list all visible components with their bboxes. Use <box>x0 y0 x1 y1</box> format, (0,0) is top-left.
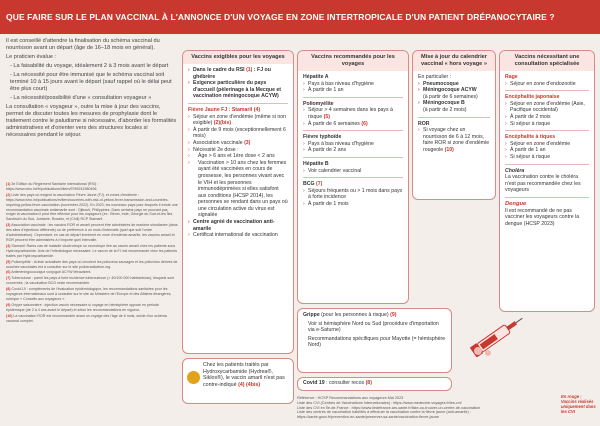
ref-number: (4) <box>253 106 261 113</box>
list-item: › Si séjour à risque <box>505 154 589 161</box>
list-item: › À partir de 2 mois <box>505 114 589 121</box>
ref-number: (10) <box>444 146 454 153</box>
footnote-text: Grippe saisonnière : injection vaccin nécessaire si voyage en hémisphère opposé en période épidémique (de 2 à 4 ans avant le départ) et selon les recommandations en vigueur. <box>6 302 160 312</box>
reference-line: Liste des CVI en Île-de-France : https://www.iledefrance.ars.sante.fr/liste-ou-trouver-un-centre-de-vaccination <box>297 405 481 410</box>
warning-text: Chez les patients traités par Hydroxycarbamide (Hydrea®, Siklos®), le vaccin amaril n'est pas contre-indiqué <box>203 362 285 388</box>
list-item <box>188 114 288 127</box>
footnote-number: (7) <box>6 276 11 281</box>
list-item: › Séjour en zone d'endémie (Asie, Pacifique occidental) <box>505 101 589 114</box>
section-title: Hépatite B <box>303 160 329 167</box>
footnote-text: 3e Édition du Règlement Sanitaire International (RSI) : https://www.who.int/fr/publications/i/item/9789241580496 <box>6 182 99 191</box>
card-body <box>183 64 293 242</box>
legend-note: En rouge : Vaccins réalisés uniquement dans les CVI <box>561 394 596 414</box>
item-text: (pour les personnes à risque) <box>319 312 389 318</box>
list-item: › À partir de 1 an <box>505 147 589 154</box>
divider <box>418 117 490 118</box>
list-item <box>303 121 403 128</box>
divider <box>303 97 403 98</box>
title-bar <box>0 0 600 34</box>
warning-box <box>182 358 294 404</box>
list-item: › Séjour en zone d'endémie <box>505 141 589 148</box>
ref-number: (2)(bis) <box>213 120 232 127</box>
list-item: › Certificat international de vaccination <box>188 232 288 239</box>
footnote-text: Covid-19 : compléments de l'évaluation épidémiologique, les recommandations sanitaires pour les voyageurs internationaux sont à consulter sur le site du Ministère de l'Europe et des Affaires étrangères, rubrique « Conseils aux voyageurs ». <box>6 287 172 301</box>
intro-line: En particulier : <box>418 74 452 80</box>
footnote <box>6 260 178 270</box>
intro-p1: Il est conseillé d'attendre la finalisation du schéma vaccinal du nourrisson avant un départ (âge de 16–18 mois en général). <box>6 38 160 51</box>
list-item <box>188 67 288 80</box>
footnote-text: Liste des pays où exigent la vaccination Fièvre Jaune (FJ), et zones d'endémie : https://www.who.int/publications/m/item/countries-with-risk-of-yellow-fever-transmission-and-countries-requiring-yellow-fever-vaccination-(november-2022). En 2023, les nouveaux pays pour lesquels il existe une recommandation vaccinale antiamarile sont : Djibouti, Philippines. Dans certains pays ne pouvant pas exiger la vaccination il peut être effectué pour les voyageurs (ex : Bénin, Inde, Géorgie du Sud-et-les Îles Sandwich du Sud, Jordanie, Rosario, et (Chili) RCP Stamaril. <box>6 192 178 222</box>
divider <box>188 103 288 104</box>
footnote-number: (4) <box>6 243 11 248</box>
divider <box>505 197 589 198</box>
card-header: Vaccins nécessitant une consultation spécialisée <box>500 51 594 71</box>
list-item: › À partir de 2 ans <box>303 147 403 154</box>
section-title: Encéphalite à tiques <box>505 134 556 141</box>
list-item: › Méningocoque B <box>418 100 490 107</box>
footnote <box>6 303 178 313</box>
item-sub: (à partir de 6 semaines) <box>423 93 478 100</box>
item-text: Covid 19 <box>303 380 325 386</box>
footnotes <box>6 182 178 324</box>
footnote-text: La vaccination ROR est recommandée avant un voyage dès l'âge de 6 mois, suivie d'un schéma vaccinal complet. <box>6 313 167 323</box>
intro-b2: - La nécessité pour être immunisé que le schéma vaccinal soit terminé 10 à 15 jours avant le départ (sauf rappel où le délai peut être plus court) <box>10 72 172 92</box>
footnote <box>6 287 178 302</box>
list-item: › À partir de 9 mois (exceptionnellement 6 mois) <box>188 127 288 140</box>
card-header: Vaccins recommandés pour les voyages <box>298 51 408 71</box>
ref-number: (5) <box>323 113 330 120</box>
item-text: La vaccination contre le choléra n'est pas recommandée chez les voyageurs <box>505 174 581 194</box>
footnote <box>6 314 178 324</box>
list-item: › Méningocoque ACYW <box>418 87 490 94</box>
footnote <box>6 276 178 286</box>
intro-b3: - La nécessité/possibilité d'une « consultation voyageur » <box>10 95 152 101</box>
list-item: Recommandations spécifiques pour Mayotte (= hémisphère Nord) <box>308 335 446 349</box>
footnote-text: Antiméningococcique conjugué ACYW tétravalent. <box>11 270 92 275</box>
item-text: Il est recommandé de ne pas vacciner les voyageurs contre la dengue (HCSP 2023) <box>505 207 580 227</box>
card-header: Vaccins exigibles pour les voyages <box>183 51 293 64</box>
list-item: › À partir de 1 an <box>303 87 403 94</box>
intro-p2: Le praticien évalue : <box>6 54 57 60</box>
footnote-number: (6) <box>6 270 11 275</box>
footnote <box>6 270 178 275</box>
divider <box>303 130 403 131</box>
card-recommended-vaccines <box>297 50 409 304</box>
list-item: › Exigence particulière du pays d'accueil (pèlerinage à la Mecque et vaccination méningocoque ACYW) <box>188 80 288 100</box>
item-text: À partir de 6 semaines <box>308 120 360 127</box>
ref-number: (6) <box>361 120 368 127</box>
list-item: › Pneumocoque <box>418 81 490 88</box>
footnote-number: (2) <box>6 192 11 197</box>
divider <box>303 157 403 158</box>
syringe-icon <box>466 315 528 357</box>
footnote-text: Tuberculose : parmi les pays à forte incidence tuberculeuse (> 40/100 000 habitants/an), lesquels sont concernés ; la vaccination BCG reste recommandée. <box>6 276 175 286</box>
covid-box <box>297 377 452 391</box>
list-item: › Pays à bas niveau d'hygiène <box>303 81 403 88</box>
list-item <box>188 140 288 147</box>
card-body <box>500 71 594 230</box>
item-text: Association vaccinale <box>193 139 243 146</box>
intro-text <box>6 38 178 141</box>
list-item: › Âge > 6 ans et 1ère dose < 2 ans <box>188 153 288 160</box>
list-item: › Si séjour à risque <box>505 121 589 128</box>
list-item: › Voir calendrier vaccinal <box>303 168 403 175</box>
item-text: Séjour > 4 semaines dans les pays à risque <box>308 107 393 120</box>
page-title: QUE FAIRE SUR LE PLAN VACCINAL À L'ANNONCE D'UN VOYAGE EN ZONE INTERTROPICALE D'UN PATIENT DRÉPANOCYTAIRE ? <box>6 12 555 22</box>
reference-line: Liste des CVI (Centres de Vaccinations Internationales) : https://www.medecine-voyages.fr/les-cvi/ <box>297 400 462 405</box>
list-item: › Nécessité 2e dose : <box>188 147 288 154</box>
footnote-text: Stamaril: Rares cas de maladie viscérotrope ou neurotrope liée au vaccin amaril chez les patients sous Hydroxycarbamide. Avis de l'infectiologue nécessaire. Le vaccin de la FJ est recommandé chez les patients traités par Hydroxycarbamide. <box>6 243 178 258</box>
section-title: Dengue <box>505 200 527 207</box>
ref-number: (1) <box>246 67 253 73</box>
section-title <box>188 107 288 114</box>
card-required-vaccines <box>182 50 294 354</box>
ref-number: (3) <box>244 139 251 146</box>
footnote-number: (1) <box>6 182 11 186</box>
footnote-number: (3) <box>6 223 11 228</box>
list-item: › Centre agréé de vaccination anti-amarile <box>188 219 288 232</box>
divider <box>505 164 589 165</box>
list-item: › À partir de 1 mois <box>303 201 403 208</box>
item-text: : FJ ou ghébrère <box>193 67 271 80</box>
card-header: Mise à jour du calendrier vaccinal « hors voyage » <box>413 51 495 71</box>
warning-icon <box>187 371 200 384</box>
dengue-section <box>505 201 589 227</box>
section-title: Fièvre typhoïde <box>303 134 342 141</box>
divider <box>505 90 589 91</box>
footnote-number: (10) <box>6 313 13 318</box>
footnote-text: Association vaccinale : les vaccins ROR et amaril peuvent être administrés de manière simultanée (dans des sites d'injections différents) ou de préférence à un mois d'intervalle (quel que soit l'ordre d'administration). Cependant, en cas de départ imminent en zone d'endémie amarile, les vaccins amaril et ROR peuvent être administrés à n'importe quel intervalle. <box>6 223 178 242</box>
item-text: Séjour en zone d'endémie (même si non exigible) <box>193 113 286 127</box>
footnote-number: (8) <box>6 287 11 292</box>
section-title: Poliomyélite <box>303 100 334 107</box>
reference-line: Liste des centres de vaccination habilités à effectuer la vaccination contre la fièvre jaune (anti-amarile) : <box>297 410 471 415</box>
footnote <box>6 244 178 259</box>
section-title: Choléra <box>505 167 525 174</box>
section-title: Rage <box>505 74 518 80</box>
divider <box>505 130 589 131</box>
reference-line: https://sante.gouv.fr/prevention-en-sante/preserver-sa-sante/vaccination-fievre-jaune <box>297 415 439 420</box>
list-item: Voir si hémisphère Nord ou Sud (procédure d'importation via e-Saturne) <box>308 320 439 334</box>
section-title: Encéphalite japonaise <box>505 94 560 101</box>
item-text: : consulter recos <box>324 380 365 386</box>
card-calendar-update <box>412 50 496 200</box>
reference-line: Référence : HCSP Recommandations aux voyageurs Mai 2023 <box>297 396 404 400</box>
section-title: ROR <box>418 120 430 127</box>
list-item: › Séjour en zone d'endozootie <box>505 81 589 88</box>
ref-number: (8) <box>365 380 372 386</box>
ref-number: (9) <box>390 312 397 318</box>
item-text: Grippe <box>303 312 320 318</box>
flu-box <box>297 308 452 373</box>
references <box>297 396 537 420</box>
ref-number: (4) (4bis) <box>238 381 261 388</box>
ref-number: (7) <box>315 181 323 188</box>
flu-title <box>303 312 446 319</box>
item-sub: (à partir de 2 mois) <box>423 106 467 113</box>
card-specialized-vaccines <box>499 50 595 312</box>
intro-p3: La consultation « voyageur », outre la mise à jour des vaccins, permet de discuter toutes les mesures de prophylaxie dont le traitement contre le paludisme si nécessaire, d'aborder les formalités administratives et d'orienter vers des structures locales si nécessaires pendant le séjour. <box>6 104 177 138</box>
card-body <box>413 71 495 157</box>
divider <box>303 177 403 178</box>
list-item <box>303 107 403 120</box>
list-item: › Pays à bas niveau d'hygiène <box>303 141 403 148</box>
footnote-number: (5) <box>6 259 11 264</box>
section-title: Hépatite A <box>303 74 329 80</box>
footnote <box>6 182 178 192</box>
item-text: BCG <box>303 181 315 188</box>
section-title <box>303 181 403 188</box>
footnote-number: (9) <box>6 302 11 307</box>
footnote <box>6 223 178 243</box>
card-body <box>298 71 408 211</box>
list-item: › Séjours fréquents ou > 1 mois dans pays à forte incidence <box>303 188 403 201</box>
fj-title: Fièvre Jaune FJ : Stamaril <box>188 106 253 113</box>
item-text: Dans le cadre du RSI <box>193 67 245 73</box>
intro-b1: - La faisabilité du voyage, idéalement 2 à 3 mois avant le départ <box>10 63 169 69</box>
list-item: › Vaccination > 10 ans chez les femmes ayant été vaccinées en cours de grossesse, les personnes vivant avec le VIH et les personnes immunodéprimées si elles satisfont aux conditions (HCSP 2014), les personnes se rendant dans un pays où une circulation active du virus est signalée <box>188 160 288 219</box>
footnote <box>6 193 178 222</box>
item-text: Si voyage chez un nourrisson de 6 à 12 mois, faire ROR si zone d'endémie rougeole <box>423 127 490 153</box>
footnote-text: Poliomyélite : la liste actualisée des pays où circulent les poliovirus sauvages et les poliovirus dérivés de souches vaccinales est à consulter sur le site polioeradication.org. <box>6 259 178 269</box>
list-item <box>418 127 490 153</box>
